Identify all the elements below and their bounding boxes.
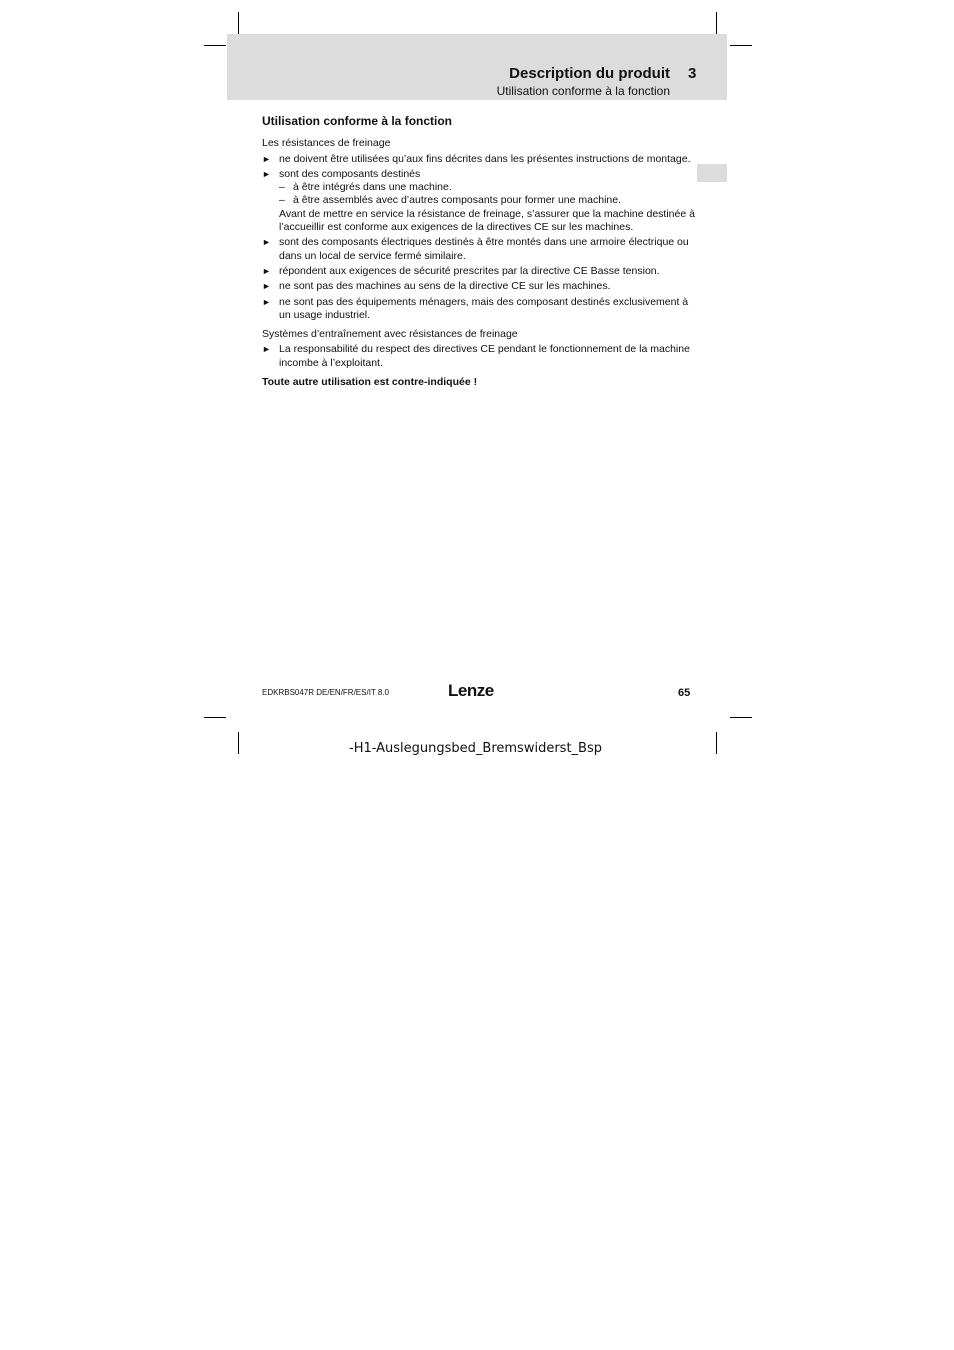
list-item-text: répondent aux exigences de sécurité prescrites par la directive CE Basse tension. (279, 264, 660, 277)
list-item-text: sont des composants électriques destinés à être montés dans une armoire électrique ou dans un local de service fermé similaire. (279, 236, 689, 262)
closing-warning: Toute autre utilisation est contre-indiquée ! (262, 376, 478, 389)
list-item-note: Avant de mettre en service la résistance de freinage, s’assurer que la machine destinée à l’accueillir est conforme aux exigences de la directives CE sur les machines. (279, 207, 695, 234)
bullet-arrow-icon: ► (262, 168, 271, 179)
list-item-text: La responsabilité du respect des directives CE pendant le fonctionnement de la machine incombe à l’exploitant. (279, 343, 690, 369)
list-item (262, 343, 698, 370)
crop-mark (238, 12, 239, 34)
sub-list-item-text: à être assemblés avec d’autres composants pour former une machine. (293, 194, 621, 207)
bullet-arrow-icon: ► (262, 281, 271, 292)
intro-text: Les résistances de freinage (262, 137, 391, 150)
dash-icon: – (279, 194, 285, 207)
bullet-arrow-icon: ► (262, 153, 271, 164)
main-content (262, 115, 698, 389)
bullet-arrow-icon: ► (262, 265, 271, 276)
lenze-logo: Lenze (448, 681, 494, 700)
crop-mark (730, 717, 752, 718)
crop-mark (204, 717, 226, 718)
section-title: Utilisation conforme à la fonction (262, 114, 453, 128)
crop-mark (730, 45, 752, 46)
crop-mark (204, 45, 226, 46)
dash-icon: – (279, 181, 285, 194)
list-item-text: ne doivent être utilisées qu’aux fins décrites dans les présentes instructions de montage. (279, 152, 691, 165)
chapter-subtitle: Utilisation conforme à la fonction (496, 84, 670, 98)
list-item (262, 280, 698, 293)
list-item (262, 236, 698, 263)
sub-list-item (279, 194, 698, 207)
systems-list (262, 343, 698, 370)
bullet-arrow-icon: ► (262, 237, 271, 248)
file-label: -H1-Auslegungsbed_Bremswiderst_Bsp (349, 741, 602, 756)
sub-list-item (279, 181, 698, 194)
list-item (262, 153, 698, 166)
list-item-text: ne sont pas des équipements ménagers, mais des composant destinés exclusivement à un usage industriel. (279, 295, 689, 321)
crop-mark (716, 12, 717, 34)
list-item-text: ne sont pas des machines au sens de la directive CE sur les machines. (279, 280, 611, 293)
crop-mark (238, 732, 239, 754)
list-item-text: sont des composants destinés (279, 167, 421, 180)
list-item (262, 168, 698, 234)
document-code: EDKRBS047R DE/EN/FR/ES/IT 8.0 (262, 688, 390, 697)
list-item (262, 265, 698, 278)
page-number: 65 (678, 687, 691, 699)
bullet-arrow-icon: ► (262, 296, 271, 307)
sub-list (279, 181, 698, 208)
sub-list-item-text: à être intégrés dans une machine. (293, 181, 452, 194)
crop-mark (716, 732, 717, 754)
chapter-number: 3 (688, 65, 697, 82)
chapter-tab-marker (697, 164, 727, 182)
list-item (262, 296, 698, 323)
usage-list (262, 153, 698, 323)
bullet-arrow-icon: ► (262, 344, 271, 355)
chapter-title: Description du produit (509, 65, 670, 82)
systems-intro-text: Systèmes d’entraînement avec résistances de freinage (262, 328, 518, 341)
